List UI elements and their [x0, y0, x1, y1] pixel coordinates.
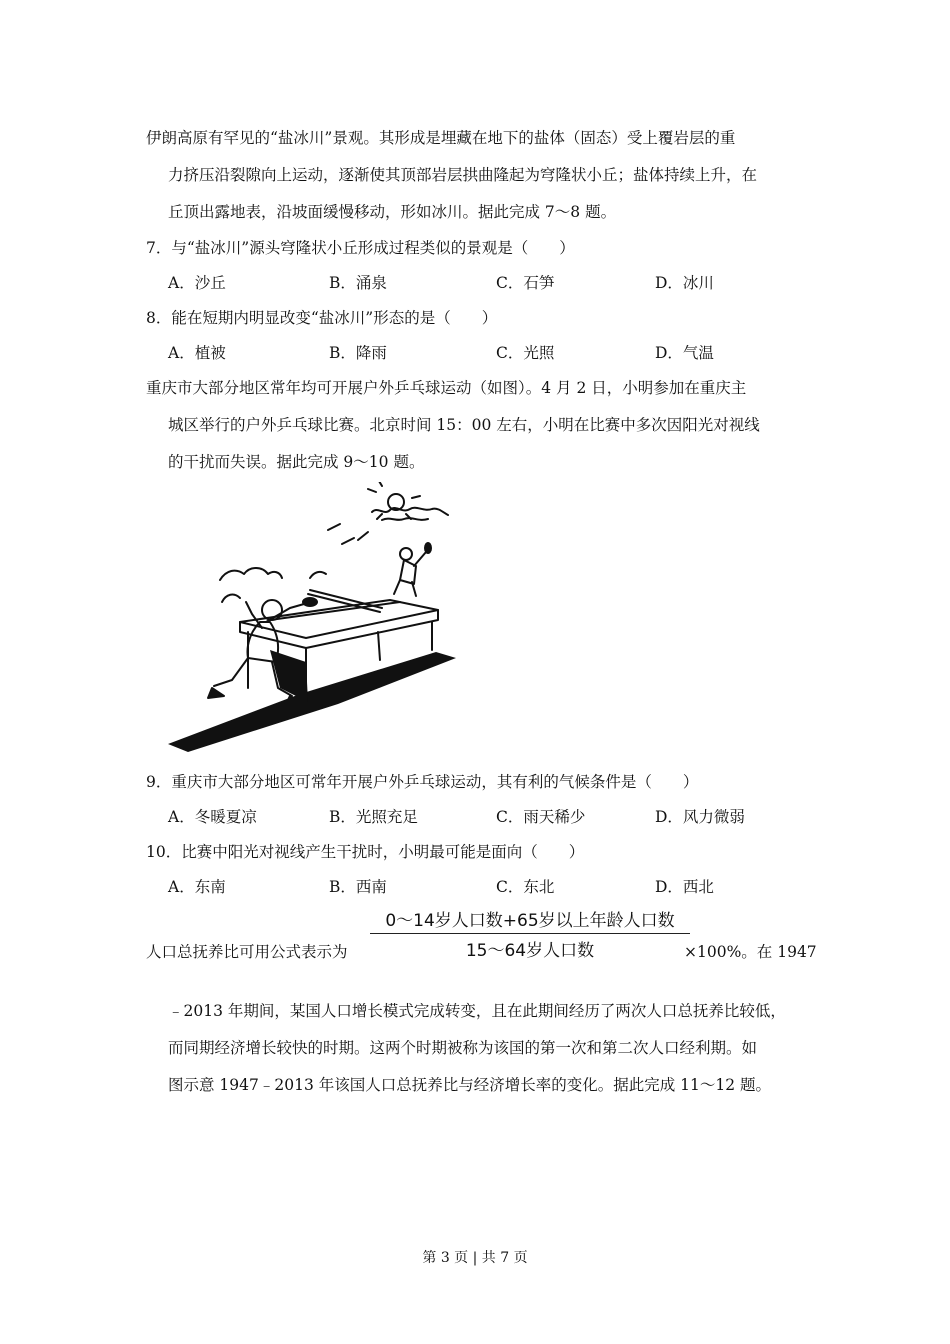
question-8-option-c: C．光照 [496, 344, 555, 362]
question-8-option-b: B．降雨 [329, 344, 387, 362]
question-7-option-a: A．沙丘 [168, 274, 226, 292]
question-9-option-d: D．风力微弱 [655, 808, 745, 826]
passage-2-line-3: 的干扰而失误。据此完成 9～10 题。 [168, 453, 425, 471]
passage-3-line-3: 而同期经济增长较快的时期。这两个时期被称为该国的第一次和第二次人口经利期。如 [168, 1039, 758, 1057]
question-8-stem: 8．能在短期内明显改变“盐冰川”形态的是（ ） [146, 309, 498, 327]
question-9-option-b: B．光照充足 [329, 808, 418, 826]
question-10-option-d: D．西北 [655, 878, 714, 896]
passage-3-line-2: ﹣2013 年期间，某国人口增长模式完成转变，且在此期间经历了两次人口总抚养比较低， [168, 1002, 786, 1020]
question-8-option-d: D．气温 [655, 344, 714, 362]
question-9-option-a: A．冬暖夏凉 [168, 808, 257, 826]
ping-pong-illustration [160, 482, 460, 754]
passage-3-suffix: ×100%。在 1947 [684, 943, 817, 961]
question-9-option-c: C．雨天稀少 [496, 808, 586, 826]
question-10-stem: 10．比赛中阳光对视线产生干扰时，小明最可能是面向（ ） [146, 843, 585, 861]
question-8-option-a: A．植被 [168, 344, 226, 362]
passage-1-line-2: 力挤压沿裂隙向上运动，逐渐使其顶部岩层拱曲隆起为穹隆状小丘；盐体持续上升，在 [168, 166, 758, 184]
passage-1-line-3: 丘顶出露地表，沿坡面缓慢移动，形如冰川。据此完成 7～8 题。 [168, 203, 617, 221]
question-7-option-d: D．冰川 [655, 274, 714, 292]
page-footer: 第 3 页 | 共 7 页 [422, 1250, 528, 1266]
question-9-stem: 9．重庆市大部分地区可常年开展户外乒乓球运动，其有利的气候条件是（ ） [146, 773, 699, 791]
question-10-option-a: A．东南 [168, 878, 226, 896]
passage-3-prefix: 人口总抚养比可用公式表示为 [146, 943, 348, 961]
passage-2-line-1: 重庆市大部分地区常年均可开展户外乒乓球运动（如图）。4 月 2 日，小明参加在重庆主 [146, 379, 747, 397]
formula-denominator: 15～64岁人口数 [465, 941, 595, 961]
formula-numerator: 0～14岁人口数+65岁以上年龄人口数 [370, 906, 690, 934]
question-7-option-c: C．石笋 [496, 274, 555, 292]
passage-1-line-1: 伊朗高原有罕见的“盐冰川”景观。其形成是埋藏在地下的盐体（固态）受上覆岩层的重 [146, 129, 736, 147]
dependency-ratio-formula [370, 906, 690, 961]
question-7-stem: 7．与“盐冰川”源头穹隆状小丘形成过程类似的景观是（ ） [146, 239, 575, 257]
passage-2-line-2: 城区举行的户外乒乓球比赛。北京时间 15：00 左右，小明在比赛中多次因阳光对视线 [168, 416, 760, 434]
question-10-option-c: C．东北 [496, 878, 555, 896]
question-10-option-b: B．西南 [329, 878, 387, 896]
question-7-option-b: B．涌泉 [329, 274, 387, 292]
passage-3-line-4: 图示意 1947﹣2013 年该国人口总抚养比与经济增长率的变化。据此完成 11～12 题。 [168, 1076, 772, 1094]
